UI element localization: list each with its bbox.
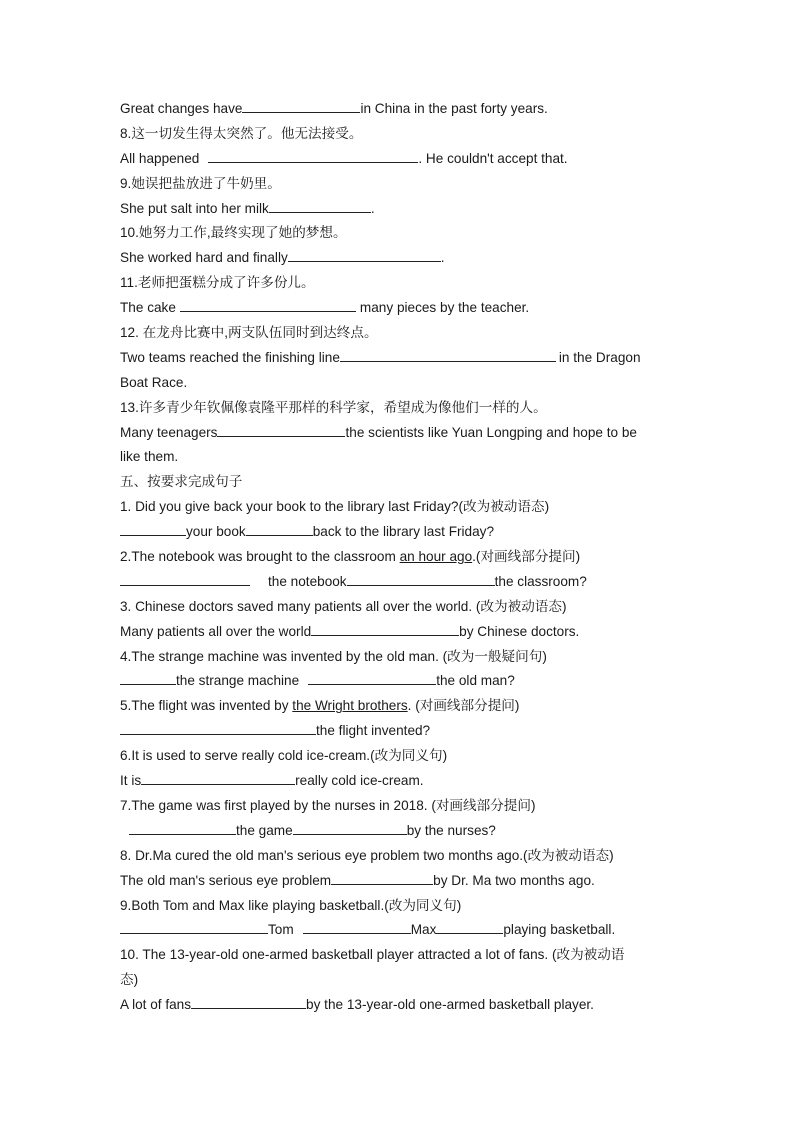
- question-12-answer-line-cont: [120, 371, 676, 396]
- text: The old man's serious eye problem: [120, 872, 332, 888]
- answer-blank[interactable]: [436, 919, 503, 934]
- text: 9.Both Tom and Max like playing basketball.(改为同义句): [120, 897, 462, 913]
- answer-blank[interactable]: [347, 571, 495, 586]
- text: really cold ice-cream.: [295, 773, 424, 789]
- answer-blank[interactable]: [217, 422, 345, 437]
- text: .(对画线部分提问): [472, 549, 581, 565]
- text: .: [370, 200, 375, 216]
- text: 3. Chinese doctors saved many patients all over the world. (改为被动语态): [120, 598, 567, 614]
- worksheet-page: [120, 97, 676, 1018]
- task-10-prompt-cont: [120, 968, 676, 993]
- text: . He couldn't accept that.: [418, 150, 568, 166]
- text: the game: [236, 822, 293, 838]
- text: in the Dragon: [558, 349, 641, 365]
- text: in China in the past forty years.: [360, 101, 548, 116]
- text: . (对画线部分提问): [407, 698, 520, 714]
- answer-blank[interactable]: [208, 148, 418, 163]
- task-7-prompt: [120, 794, 676, 819]
- task-2-prompt: [120, 545, 676, 570]
- text: 11.老师把蛋糕分成了许多份儿。: [120, 275, 315, 291]
- task-7-answer-line: [120, 819, 676, 844]
- answer-blank[interactable]: [308, 670, 436, 685]
- section-5-heading: [120, 470, 676, 495]
- text: by Dr. Ma two months ago.: [433, 872, 595, 888]
- task-4-answer-line: [120, 669, 676, 694]
- text: 7.The game was first played by the nurses in 2018. (对画线部分提问): [120, 797, 536, 813]
- task-3-prompt: [120, 595, 676, 620]
- question-11-prompt: [120, 271, 676, 296]
- text: Boat Race.: [120, 374, 188, 390]
- text: back to the library last Friday?: [312, 524, 495, 540]
- answer-blank[interactable]: [120, 720, 316, 735]
- text: All happened: [120, 150, 200, 166]
- text: 12. 在龙舟比赛中,两支队伍同时到达终点。: [120, 325, 378, 341]
- answer-blank[interactable]: [120, 670, 176, 685]
- answer-blank[interactable]: [120, 521, 186, 536]
- text: by Chinese doctors.: [459, 623, 580, 639]
- text: 4.The strange machine was invented by the old man. (改为一般疑问句): [120, 648, 547, 664]
- text: Many patients all over the world: [120, 623, 312, 639]
- text: like them.: [120, 449, 179, 465]
- text: Tom: [268, 922, 294, 938]
- answer-blank[interactable]: [311, 621, 459, 636]
- text: Great changes have: [120, 101, 243, 116]
- underlined-phrase: an hour ago: [399, 549, 473, 565]
- task-1-answer-line: [120, 520, 676, 545]
- task-3-answer-line: [120, 620, 676, 645]
- task-5-prompt: [120, 694, 676, 719]
- answer-blank[interactable]: [120, 919, 268, 934]
- text: the strange machine: [176, 673, 300, 689]
- text: 5.The flight was invented by: [120, 698, 293, 714]
- text: 10. The 13-year-old one-armed basketball player attracted a lot of fans. (改为被动语: [120, 947, 625, 963]
- question-9-answer-line: [120, 197, 676, 222]
- text: Two teams reached the finishing line: [120, 349, 340, 365]
- question-13-answer-line-cont: [120, 445, 676, 470]
- text: 五、按要求完成句子: [120, 474, 243, 490]
- text: Many teenagers: [120, 424, 218, 440]
- text: She put salt into her milk: [120, 200, 269, 216]
- text: the scientists like Yuan Longping and hope to be: [345, 424, 637, 440]
- text: 13.许多青少年钦佩像袁隆平那样的科学家，希望成为像他们一样的人。: [120, 399, 547, 415]
- task-10-answer-line: [120, 993, 676, 1018]
- sentence-7-answer-line: [120, 97, 676, 122]
- task-9-prompt: [120, 894, 676, 919]
- text: by the 13-year-old one-armed basketball player.: [306, 997, 594, 1013]
- underlined-phrase: the Wright brothers: [292, 698, 408, 714]
- text: 10.她努力工作,最终实现了她的梦想。: [120, 225, 347, 241]
- text: It is: [120, 773, 142, 789]
- text: .: [440, 250, 445, 266]
- answer-blank[interactable]: [129, 820, 236, 835]
- text: 态): [120, 972, 139, 988]
- text: by the nurses?: [406, 822, 496, 838]
- task-9-answer-line: [120, 918, 676, 943]
- text: A lot of fans: [120, 997, 192, 1013]
- answer-blank[interactable]: [120, 571, 250, 586]
- text: The cake: [120, 300, 176, 316]
- question-10-answer-line: [120, 246, 676, 271]
- text: the classroom?: [494, 573, 587, 589]
- answer-blank[interactable]: [191, 994, 306, 1009]
- text: 8. Dr.Ma cured the old man's serious eye problem two months ago.(改为被动语态): [120, 847, 614, 863]
- question-8-answer-line: [120, 147, 676, 172]
- answer-blank[interactable]: [180, 297, 356, 312]
- answer-blank[interactable]: [340, 347, 556, 362]
- text: the old man?: [436, 673, 515, 689]
- task-10-prompt: [120, 943, 676, 968]
- text: many pieces by the teacher.: [359, 300, 530, 316]
- text: the flight invented?: [316, 723, 431, 739]
- question-12-answer-line: [120, 346, 676, 371]
- task-5-answer-line: [120, 719, 676, 744]
- answer-blank[interactable]: [293, 820, 407, 835]
- question-12-prompt: [120, 321, 676, 346]
- question-9-prompt: [120, 172, 676, 197]
- answer-blank[interactable]: [331, 870, 433, 885]
- answer-blank[interactable]: [303, 919, 411, 934]
- text: She worked hard and finally: [120, 250, 288, 266]
- task-8-answer-line: [120, 869, 676, 894]
- task-1-prompt: [120, 495, 676, 520]
- task-2-answer-line: [120, 570, 676, 595]
- task-8-prompt: [120, 844, 676, 869]
- text: 1. Did you give back your book to the library last Friday?(改为被动语态): [120, 499, 550, 515]
- task-6-prompt: [120, 744, 676, 769]
- answer-blank[interactable]: [141, 770, 295, 785]
- text: 2.The notebook was brought to the classroom: [120, 549, 400, 565]
- text: playing basketball.: [503, 922, 616, 938]
- answer-blank[interactable]: [246, 521, 313, 536]
- question-8-prompt: [120, 122, 676, 147]
- text: 6.It is used to serve really cold ice-cream.(改为同义句): [120, 748, 448, 764]
- task-6-answer-line: [120, 769, 676, 794]
- text: the notebook: [268, 573, 347, 589]
- question-13-answer-line: [120, 421, 676, 446]
- answer-blank[interactable]: [288, 247, 441, 262]
- text: 8.这一切发生得太突然了。他无法接受。: [120, 125, 363, 141]
- question-11-answer-line: [120, 296, 676, 321]
- text: 9.她误把盐放进了牛奶里。: [120, 175, 281, 191]
- answer-blank[interactable]: [242, 98, 360, 113]
- text: your book: [186, 524, 246, 540]
- question-10-prompt: [120, 221, 676, 246]
- question-13-prompt: [120, 396, 676, 421]
- task-4-prompt: [120, 645, 676, 670]
- answer-blank[interactable]: [269, 198, 371, 213]
- text: Max: [410, 922, 437, 938]
